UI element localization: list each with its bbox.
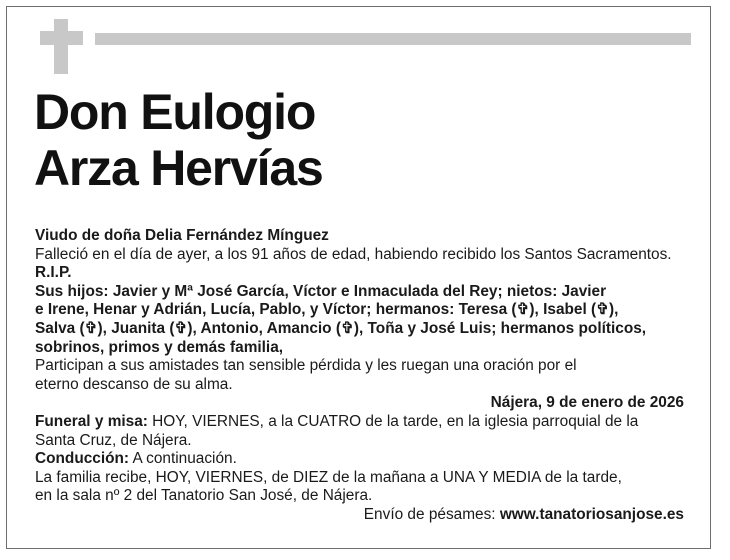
family-line-2: e Irene, Henar y Adrián, Lucía, Pablo, y Víctor; hermanos: Teresa (✞), Isabel (✞), bbox=[35, 301, 619, 319]
cross-icon bbox=[54, 19, 68, 74]
condolence-site-link[interactable]: www.tanatoriosanjose.es bbox=[499, 505, 684, 523]
rip-line: R.I.P. bbox=[35, 264, 72, 282]
condolence-line bbox=[35, 506, 690, 525]
condolence-label: Envío de pésames: bbox=[363, 505, 500, 523]
conduction-label: Conducción: bbox=[35, 450, 130, 468]
deceased-name bbox=[34, 84, 323, 196]
name-line-1: Don Eulogio bbox=[34, 84, 316, 140]
family-line-4: sobrinos, primos y demás familia, bbox=[35, 338, 284, 356]
family-line-1: Sus hijos: Javier y Mª José García, Víctor e Inmaculada del Rey; nietos: Javier bbox=[35, 282, 607, 300]
cross-icon-bar bbox=[40, 31, 83, 45]
receive-line-2: en la sala nº 2 del Tanatorio San José, de Nájera. bbox=[35, 487, 373, 505]
death-line: Falleció en el día de ayer, a los 91 años de edad, habiendo recibido los Santos Sacramentos. bbox=[35, 245, 672, 263]
obituary-body bbox=[35, 227, 690, 525]
funeral-line-1 bbox=[35, 413, 690, 432]
conduction-line bbox=[35, 450, 690, 469]
receive-line-1: La familia recibe, HOY, VIERNES, de DIEZ de la mañana a UNA Y MEDIA de la tarde, bbox=[35, 468, 622, 486]
header-rule bbox=[95, 33, 691, 45]
funeral-label: Funeral y misa: bbox=[35, 412, 148, 430]
participate-line-2: eterno descanso de su alma. bbox=[35, 375, 233, 393]
participate-line-1: Participan a sus amistades tan sensible pérdida y les ruegan una oración por el bbox=[35, 357, 577, 375]
place-date: Nájera, 9 de enero de 2026 bbox=[490, 394, 684, 412]
widow-line: Viudo de doña Delia Fernández Mínguez bbox=[35, 227, 329, 244]
funeral-line-2: Santa Cruz, de Nájera. bbox=[35, 431, 192, 449]
funeral-text-1: HOY, VIERNES, a la CUATRO de la tarde, en la iglesia parroquial de la bbox=[147, 412, 639, 430]
conduction-text: A continuación. bbox=[129, 450, 237, 468]
name-line-2: Arza Hervías bbox=[34, 140, 323, 196]
family-line-3: Salva (✞), Juanita (✞), Antonio, Amancio (✞), Toña y José Luis; hermanos políticos, bbox=[35, 319, 647, 337]
